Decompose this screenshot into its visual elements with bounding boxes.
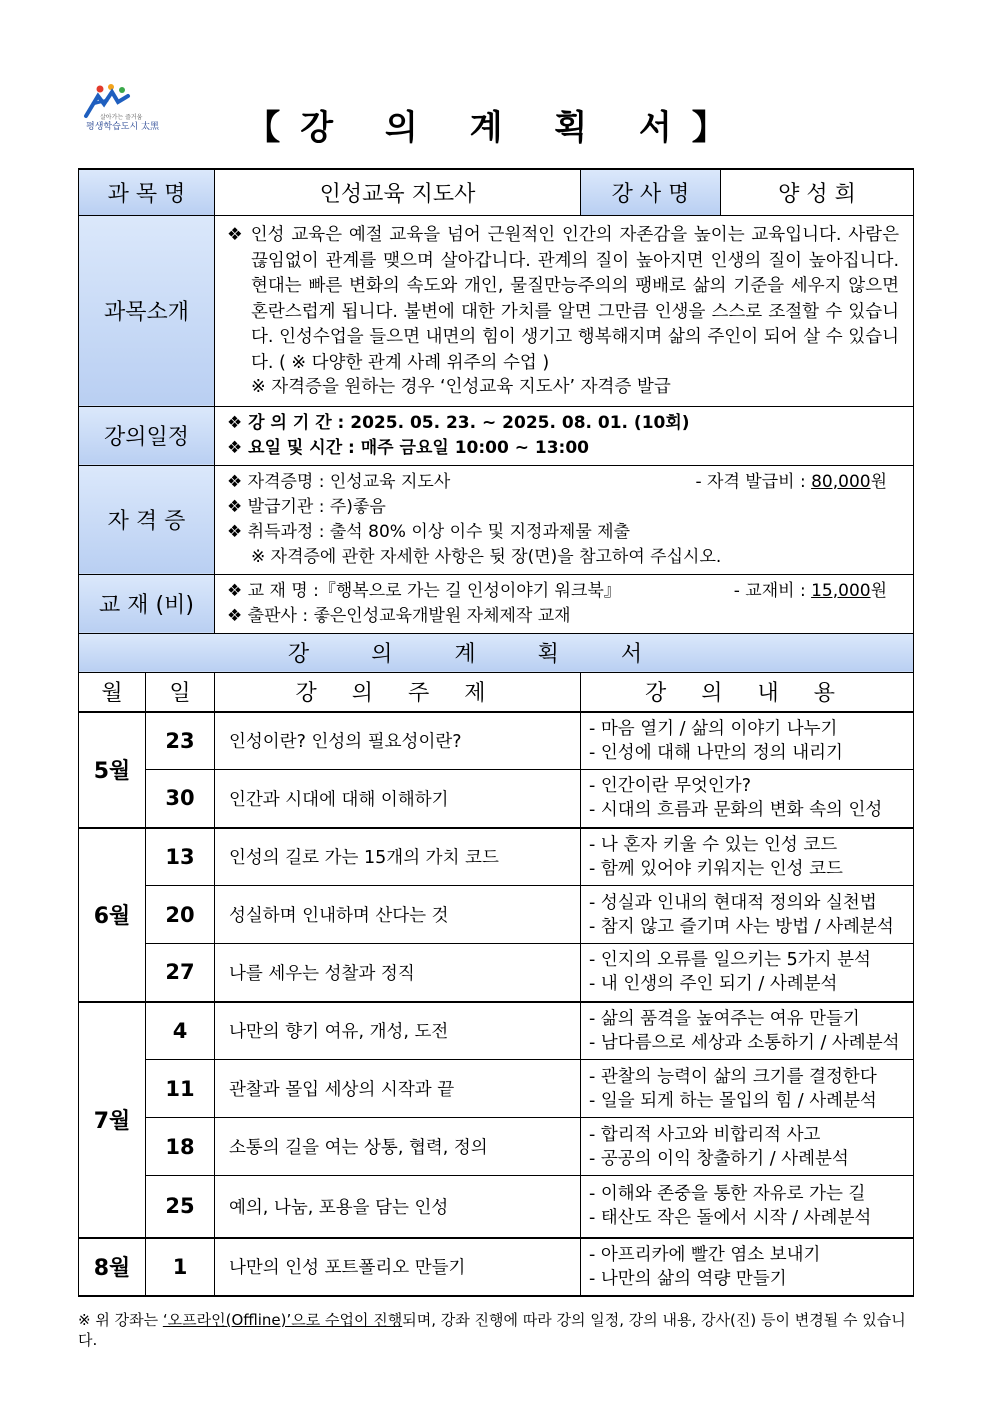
session-topic: 나를 세우는 성찰과 정직 (215, 944, 581, 1002)
diamond-bullet-icon: ❖ (227, 521, 248, 542)
session-content: - 관찰의 능력이 삶의 크기를 결정한다 - 일을 되게 하는 몰입의 힘 / 사례분석 (581, 1060, 914, 1118)
cert-note: ※ 자격증에 관한 자세한 사항은 뒷 장(면)을 참고하여 주십시오. (251, 546, 722, 567)
cert-cell (215, 465, 914, 574)
col-content-header: 강 의 내 용 (581, 672, 914, 712)
month-july: 7월 (79, 1002, 146, 1238)
footer-note: ※ 위 강좌는 ‘오프라인(Offline)’으로 수업이 진행되며, 강좌 진행에 따라 강의 일정, 강의 내용, 강사(진) 등이 변경될 수 있습니다. (78, 1311, 906, 1349)
month-june: 6월 (79, 828, 146, 1002)
subject-label: 과 목 명 (79, 169, 215, 215)
session-content: - 합리적 사고와 비합리적 사고 - 공공의 이익 창출하기 / 사례분석 (581, 1118, 914, 1176)
session-content: - 성실과 인내의 현대적 정의와 실천법 - 참지 않고 즐기며 사는 방법 / 사례분석 (581, 886, 914, 944)
col-topic-header: 강 의 주 제 (215, 672, 581, 712)
instructor-value: 양 성 희 (721, 169, 914, 215)
diamond-bullet-icon: ❖ (227, 605, 248, 626)
schedule-label: 강의일정 (79, 406, 215, 465)
session-topic: 나만의 향기 여유, 개성, 도전 (215, 1002, 581, 1060)
plan-banner: 강의계획서 (79, 633, 914, 672)
session-content: - 삶의 품격을 높여주는 여유 만들기 - 남다름으로 세상과 소통하기 / 사례분석 (581, 1002, 914, 1060)
session-day: 20 (146, 886, 215, 944)
book-label: 교 재 (비) (79, 574, 215, 633)
book-publisher: ❖ 출판사 : 좋은인성교육개발원 자체제작 교재 (227, 605, 571, 626)
instructor-label: 강 사 명 (581, 169, 721, 215)
session-day: 18 (146, 1118, 215, 1176)
session-day: 30 (146, 770, 215, 828)
session-topic: 예의, 나눔, 포용을 담는 인성 (215, 1176, 581, 1238)
session-topic: 인간과 시대에 대해 이해하기 (215, 770, 581, 828)
session-topic: 소통의 길을 여는 상통, 협력, 정의 (215, 1118, 581, 1176)
session-topic: 나만의 인성 포트폴리오 만들기 (215, 1238, 581, 1296)
lecture-plan-table (78, 168, 914, 1297)
logo-tagline: 살아가는 즐거움 (100, 114, 143, 121)
cert-name: ❖ 자격증명 : 인성교육 지도사 - 자격 발급비 : 80,000원 (227, 470, 901, 495)
session-day: 1 (146, 1238, 215, 1296)
session-content: - 인간이란 무엇인가? - 시대의 흐름과 문화의 변화 속의 인성 (581, 770, 914, 828)
book-name: ❖ 교 재 명 :『행복으로 가는 길 인성이야기 워크북』 - 교재비 : 15,000원 (227, 579, 901, 604)
diamond-bullet-icon: ❖ (227, 437, 249, 458)
session-content: - 마음 열기 / 삶의 이야기 나누기 - 인성에 대해 나만의 정의 내리기 (581, 712, 914, 770)
schedule-time: ❖ 요일 및 시간 : 매주 금요일 10:00 ~ 13:00 (227, 437, 590, 458)
session-day: 23 (146, 712, 215, 770)
month-august: 8월 (79, 1238, 146, 1296)
book-fee: - 교재비 : 15,000원 (733, 580, 888, 601)
col-month-header: 월 (79, 672, 146, 712)
cert-issuer: ❖ 발급기관 : 주)좋음 (227, 496, 386, 517)
session-content: - 나 혼자 키울 수 있는 인성 코드 - 함께 있어야 키워지는 인성 코드 (581, 828, 914, 886)
intro-note: ※ 자격증을 원하는 경우 ‘인성교육 지도사’ 자격증 발급 (251, 377, 671, 397)
session-day: 27 (146, 944, 215, 1002)
diamond-bullet-icon: ❖ (227, 471, 248, 492)
month-may: 5월 (79, 712, 146, 828)
subject-value: 인성교육 지도사 (215, 169, 581, 215)
intro-label: 과목소개 (79, 215, 215, 406)
book-cell (215, 574, 914, 633)
session-topic: 인성이란? 인성의 필요성이란? (215, 712, 581, 770)
session-day: 13 (146, 828, 215, 886)
session-topic: 인성의 길로 가는 15개의 가치 코드 (215, 828, 581, 886)
cert-label: 자 격 증 (79, 465, 215, 574)
schedule-cell (215, 406, 914, 465)
page-title: 【강 의 계 획 서】 (246, 108, 746, 148)
session-day: 4 (146, 1002, 215, 1060)
session-content: - 이해와 존중을 통한 자유로 가는 길 - 태산도 작은 돌에서 시작 / 사례분석 (581, 1176, 914, 1238)
diamond-bullet-icon: ❖ (227, 580, 248, 601)
diamond-bullet-icon: ❖ (227, 225, 251, 245)
session-day: 11 (146, 1060, 215, 1118)
diamond-bullet-icon: ❖ (227, 496, 248, 517)
diamond-bullet-icon: ❖ (227, 412, 249, 433)
col-day-header: 일 (146, 672, 215, 712)
intro-cell (215, 215, 914, 406)
session-topic: 관찰과 몰입 세상의 시작과 끝 (215, 1060, 581, 1118)
schedule-period: ❖ 강 의 기 간 : 2025. 05. 23. ~ 2025. 08. 01. (10회) (227, 412, 690, 433)
cert-fee: - 자격 발급비 : 80,000원 (695, 471, 888, 492)
session-topic: 성실하며 인내하며 산다는 것 (215, 886, 581, 944)
session-content: - 인지의 오류를 일으키는 5가지 분석 - 내 인생의 주인 되기 / 사례분석 (581, 944, 914, 1002)
logo-text: 평생학습도시 太黑 (86, 122, 160, 132)
cert-course: ❖ 취득과정 : 출석 80% 이상 이수 및 지정과제물 제출 (227, 521, 630, 542)
intro-text: ❖ 인성 교육은 예절 교육을 넘어 근원적인 인간의 자존감을 높이는 교육입니다. 사람은 끊임없이 관계를 맺으며 살아갑니다. 관계의 질이 높아지면 인생의 질이 높아집니다. 현대는 빠른 변화의 속도와 개인, 물질만능주의의 팽배로 삶의 기준을 세우지 않으면 혼란스럽게 됩니다. 불변에 대한 가치를 알면 그만큼 인생을 스스로 조절할 수 있습니다. 인성수업을 들으면 내면의 힘이 생기고 행복해지며 삶의 주인이 되어 살 수 있습니다. ( ※ 다양한 관계 사례 위주의 수업 ) (227, 225, 900, 373)
session-day: 25 (146, 1176, 215, 1238)
session-content: - 아프리카에 빨간 염소 보내기 - 나만의 삶의 역량 만들기 (581, 1238, 914, 1296)
